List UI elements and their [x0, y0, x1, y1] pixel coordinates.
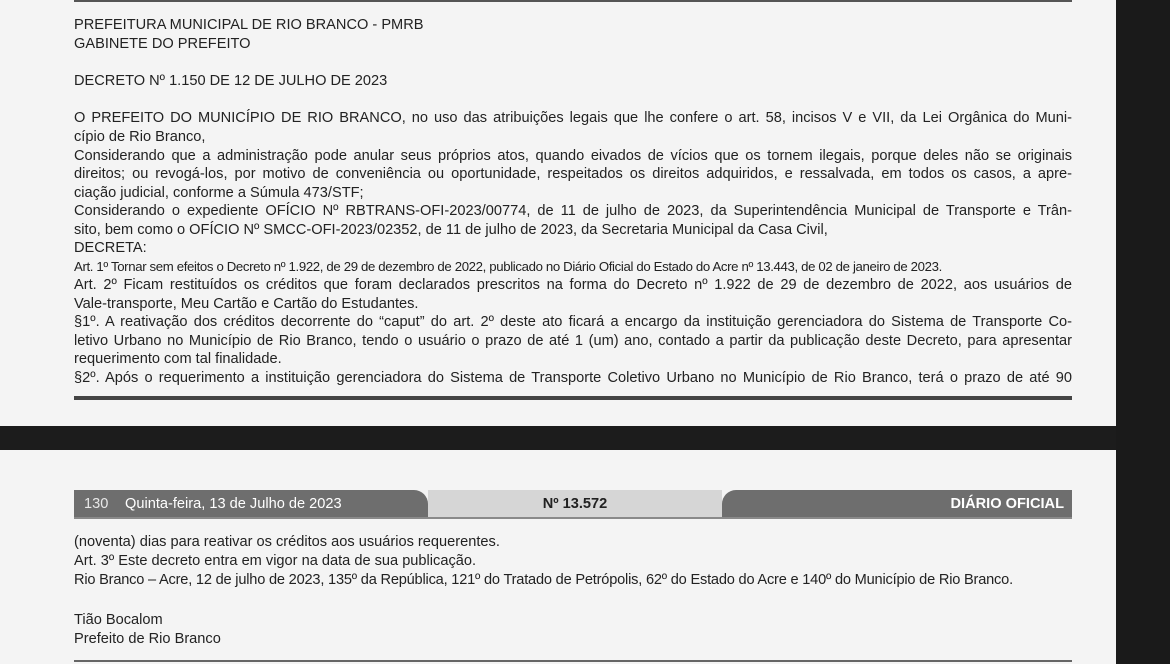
- body-line: Considerando que a administração pode anular seus próprios atos, quando eivados de vícios que os tornem ilegais, porque deles não se originais: [74, 148, 1072, 164]
- body-line: letivo Urbano no Município de Rio Branco, tendo o usuário o prazo de até 1 (um) ano, contado a partir da publicação deste Decreto, para apresentar: [74, 333, 1072, 349]
- paragraph-1: §1º. A reativação dos créditos decorrente do “caput” do art. 2º deste ato ficará a encargo da instituição gerenciadora do Sistema de Transporte Co-: [74, 314, 1072, 330]
- continuation-line: (noventa) dias para reativar os créditos aos usuários requerentes.: [74, 534, 500, 550]
- band-underline: [74, 517, 1072, 519]
- org-name: PREFEITURA MUNICIPAL DE RIO BRANCO - PMRB: [74, 17, 424, 33]
- signature-title: Prefeito de Rio Branco: [74, 631, 221, 647]
- signature-name: Tião Bocalom: [74, 612, 163, 628]
- body-line: O PREFEITO DO MUNICÍPIO DE RIO BRANCO, no uso das atribuições legais que lhe confere o art. 58, incisos V e VII, da Lei Orgânica do Muni-: [74, 110, 1072, 126]
- body-line: ciação judicial, conforme a Súmula 473/STF;: [74, 185, 364, 201]
- body-line: sito, bem como o OFÍCIO Nº SMCC-OFI-2023/02352, de 11 de julho de 2023, da Secretaria Municipal da Casa Civil,: [74, 222, 828, 238]
- paragraph-2: §2º. Após o requerimento a instituição gerenciadora do Sistema de Transporte Coletivo Urbano no Município de Rio Branco, terá o prazo de até 90: [74, 370, 1072, 386]
- article-1: Art. 1º Tornar sem efeitos o Decreto nº 1.922, de 29 de dezembro de 2022, publicado no Diário Oficial do Estado do Acre nº 13.443, de 02 de janeiro de 2023.: [74, 259, 942, 274]
- body-line: direitos; ou revogá-los, por motivo de conveniência ou oportunidade, respeitados os direitos adquiridos, e ressalvada, em todos os casos, a apre-: [74, 166, 1072, 182]
- band-left: [74, 490, 428, 518]
- publication-name: DIÁRIO OFICIAL: [950, 496, 1064, 512]
- article-2: Art. 2º Ficam restituídos os créditos que foram declarados prescritos na forma do Decreto nº 1.922 de 29 de dezembro de 2022, aos usuários de: [74, 277, 1072, 293]
- background-dark-edge: [1116, 0, 1170, 664]
- decree-title: DECRETO Nº 1.150 DE 12 DE JULHO DE 2023: [74, 73, 388, 89]
- article-3: Art. 3º Este decreto entra em vigor na data de sua publicação.: [74, 553, 477, 569]
- body-line: requerimento com tal finalidade.: [74, 351, 282, 367]
- office-name: GABINETE DO PREFEITO: [74, 36, 251, 52]
- bottom-rule: [74, 660, 1072, 662]
- edition-number: Nº 13.572: [428, 490, 722, 518]
- page-header-band: [74, 490, 1072, 518]
- page-number: 130: [84, 496, 109, 512]
- place-date-line: Rio Branco – Acre, 12 de julho de 2023, 135º da República, 121º do Tratado de Petrópolis, 62º do Estado do Acre e 140º do Município de Rio Branco.: [74, 572, 1013, 588]
- band-right: [722, 490, 1072, 518]
- body-line: Considerando o expediente OFÍCIO Nº RBTRANS-OFI-2023/00774, de 11 de julho de 2023, da Superintendência Municipal de Transporte e Trân-: [74, 203, 1072, 219]
- body-line: Vale-transporte, Meu Cartão e Cartão do Estudantes.: [74, 296, 419, 312]
- section-rule: [74, 396, 1072, 400]
- decreta-label: DECRETA:: [74, 240, 147, 256]
- publication-date: Quinta-feira, 13 de Julho de 2023: [125, 496, 342, 512]
- body-line: cípio de Rio Branco,: [74, 129, 206, 145]
- top-rule: [74, 0, 1072, 2]
